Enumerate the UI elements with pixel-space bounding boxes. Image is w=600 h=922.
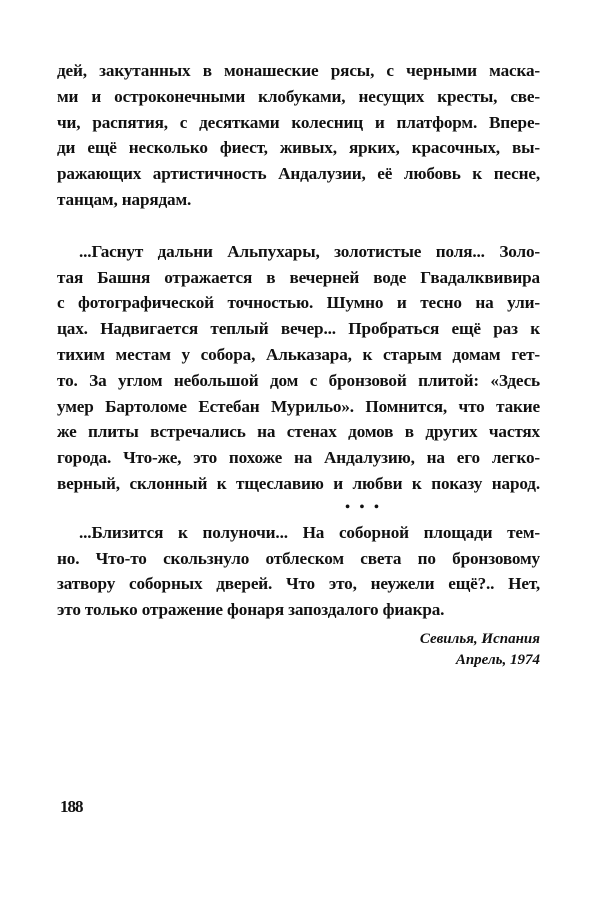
page-body	[57, 58, 540, 671]
text-line: с фотографической точностью. Шумно и тесно на ули-	[57, 293, 540, 313]
paragraph-evening	[57, 239, 540, 497]
text-line: умер Бартоломе Естебан Мурильо». Помнится, что такие	[57, 396, 540, 416]
text-line: тихим местам у собора, Альказара, к старым домам гет-	[57, 344, 540, 364]
text-line: чи, распятия, с десятками колесниц и платформ. Впере-	[57, 112, 540, 132]
signature-block	[57, 629, 540, 671]
paragraph-midnight	[57, 520, 540, 623]
text-line: ражающих артистичность Андалузии, её любовь к песне,	[57, 164, 540, 184]
text-line: ...Гаснут дальни Альпухары, золотистые поля... Золо-	[79, 241, 540, 261]
text-line: города. Что-же, это похоже на Андалузию, на его легко-	[57, 448, 540, 468]
text-line: тая Башня отражается в вечерней воде Гвадалквивира	[57, 267, 540, 287]
text-line: затвору соборных дверей. Что это, неужели ещё?.. Нет,	[57, 574, 540, 594]
section-separator: • • •	[345, 499, 382, 515]
text-line: это только отражение фонаря запоздалого фиакра.	[57, 600, 445, 620]
text-line: ...Близится к полуночи... На соборной площади тем-	[79, 522, 540, 542]
text-line: же плиты встречались на стенах домов в других частях	[57, 422, 540, 442]
page-number: 188	[60, 797, 83, 816]
text-line: ди ещё несколько фиест, живых, ярких, красочных, вы-	[57, 138, 540, 158]
text-line: но. Что-то скользнуло отблеском света по бронзовому	[57, 548, 540, 568]
text-line: танцам, нарядам.	[57, 189, 192, 209]
text-line: то. За углом небольшой дом с бронзовой плитой: «Здесь	[57, 370, 540, 390]
text-line: верный, склонный к тщеславию и любви к показу народ.	[57, 473, 540, 493]
signature-date: Апрель, 1974	[455, 651, 540, 668]
text-line: ми и остроконечными клобуками, несущих кресты, све-	[57, 86, 540, 106]
paragraph-procession	[57, 58, 540, 213]
signature-place: Севилья, Испания	[419, 630, 540, 647]
text-line: дей, закутанных в монашеские рясы, с черными маска-	[57, 61, 540, 80]
text-line: цах. Надвигается теплый вечер... Пробраться ещё раз к	[57, 319, 540, 339]
